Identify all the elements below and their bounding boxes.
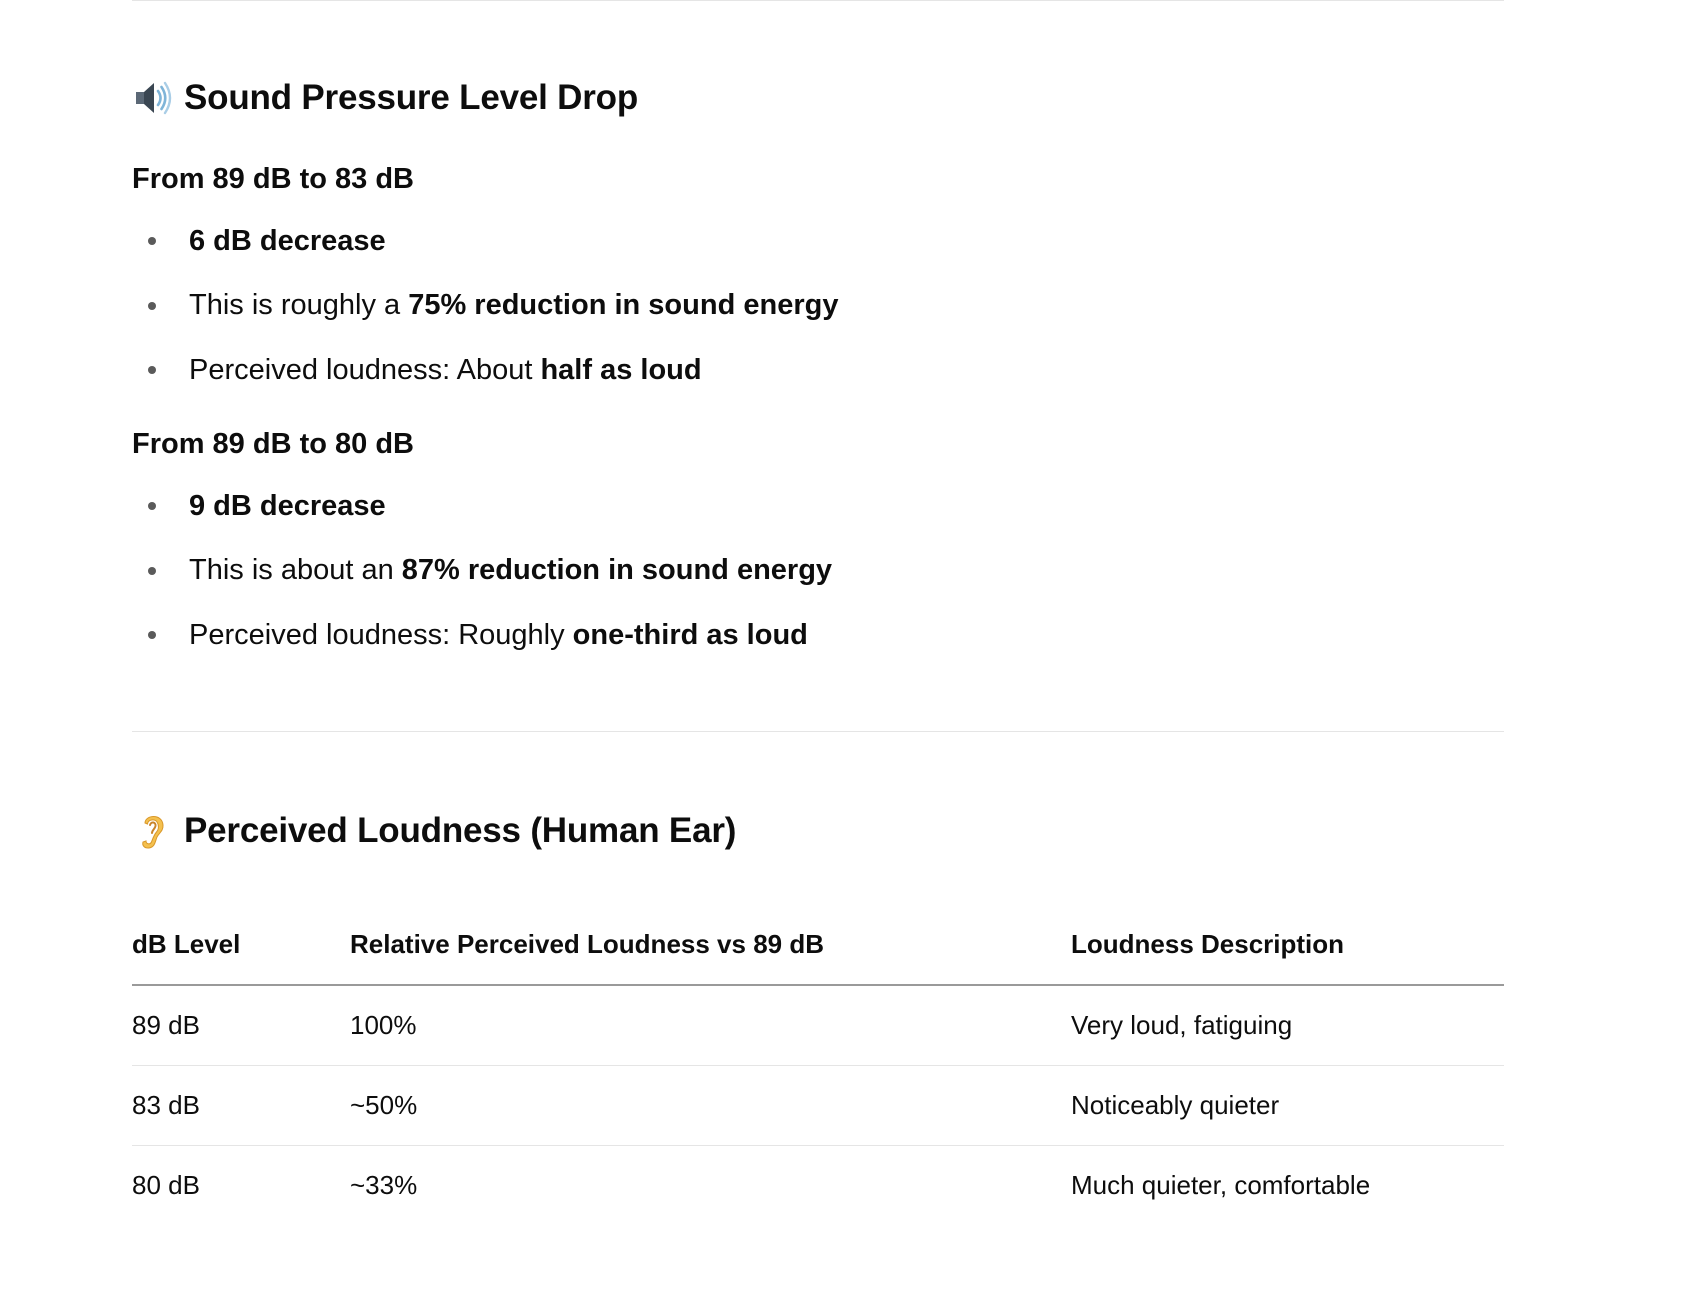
ear-icon (132, 811, 172, 851)
bullet-text: Perceived loudness: Roughly (189, 618, 573, 651)
table-row (132, 1066, 1504, 1146)
bullet-dot (148, 302, 156, 310)
bullet-emphasis: one-third as loud (572, 618, 808, 651)
bullet-dot (148, 502, 156, 510)
table-cell: 83 dB (132, 1066, 350, 1146)
table-cell: 80 dB (132, 1170, 200, 1200)
bullet-emphasis: 75% reduction in sound energy (408, 289, 839, 322)
column-header: Loudness Description (1071, 904, 1504, 985)
group-heading: From 89 dB to 80 dB (132, 428, 414, 460)
table-header-row (132, 904, 1504, 985)
group-heading: From 89 dB to 83 dB (132, 163, 414, 195)
bullet-emphasis: half as loud (540, 353, 702, 386)
section-divider (132, 731, 1504, 732)
bullet-text: This is roughly a (189, 289, 409, 322)
bullet-dot (148, 567, 156, 575)
section-title: Perceived Loudness (Human Ear) (184, 811, 737, 850)
column-header: Relative Perceived Loudness vs 89 dB (350, 904, 1071, 985)
table-cell: Very loud, fatiguing (1071, 985, 1504, 1066)
table-cell: Noticeably quieter (1071, 1066, 1504, 1146)
section-heading-spl (132, 78, 638, 118)
table-cell: Much quieter, comfortable (1071, 1170, 1371, 1200)
bullet-dot (148, 631, 156, 639)
bullet-text: This is about an (189, 554, 402, 587)
section-heading-perceived (132, 811, 736, 851)
table-cell: ~50% (350, 1066, 1071, 1146)
bullet-dot (148, 366, 156, 374)
table-cell: 89 dB (132, 985, 350, 1066)
table-row (132, 1146, 1504, 1226)
section-title: Sound Pressure Level Drop (184, 78, 639, 117)
bullet-text: Perceived loudness: About (189, 353, 541, 386)
top-divider (132, 0, 1504, 1)
column-header: dB Level (132, 904, 350, 985)
table-row (132, 985, 1504, 1066)
bullet-emphasis: 9 dB decrease (189, 489, 386, 522)
speaker-icon (132, 78, 172, 118)
table-cell: 100% (350, 985, 1071, 1066)
bullet-emphasis: 6 dB decrease (189, 224, 386, 257)
loudness-table (132, 904, 1504, 1225)
bullet-dot (148, 237, 156, 245)
table-cell: ~33% (350, 1170, 418, 1200)
bullet-emphasis: 87% reduction in sound energy (401, 554, 833, 587)
